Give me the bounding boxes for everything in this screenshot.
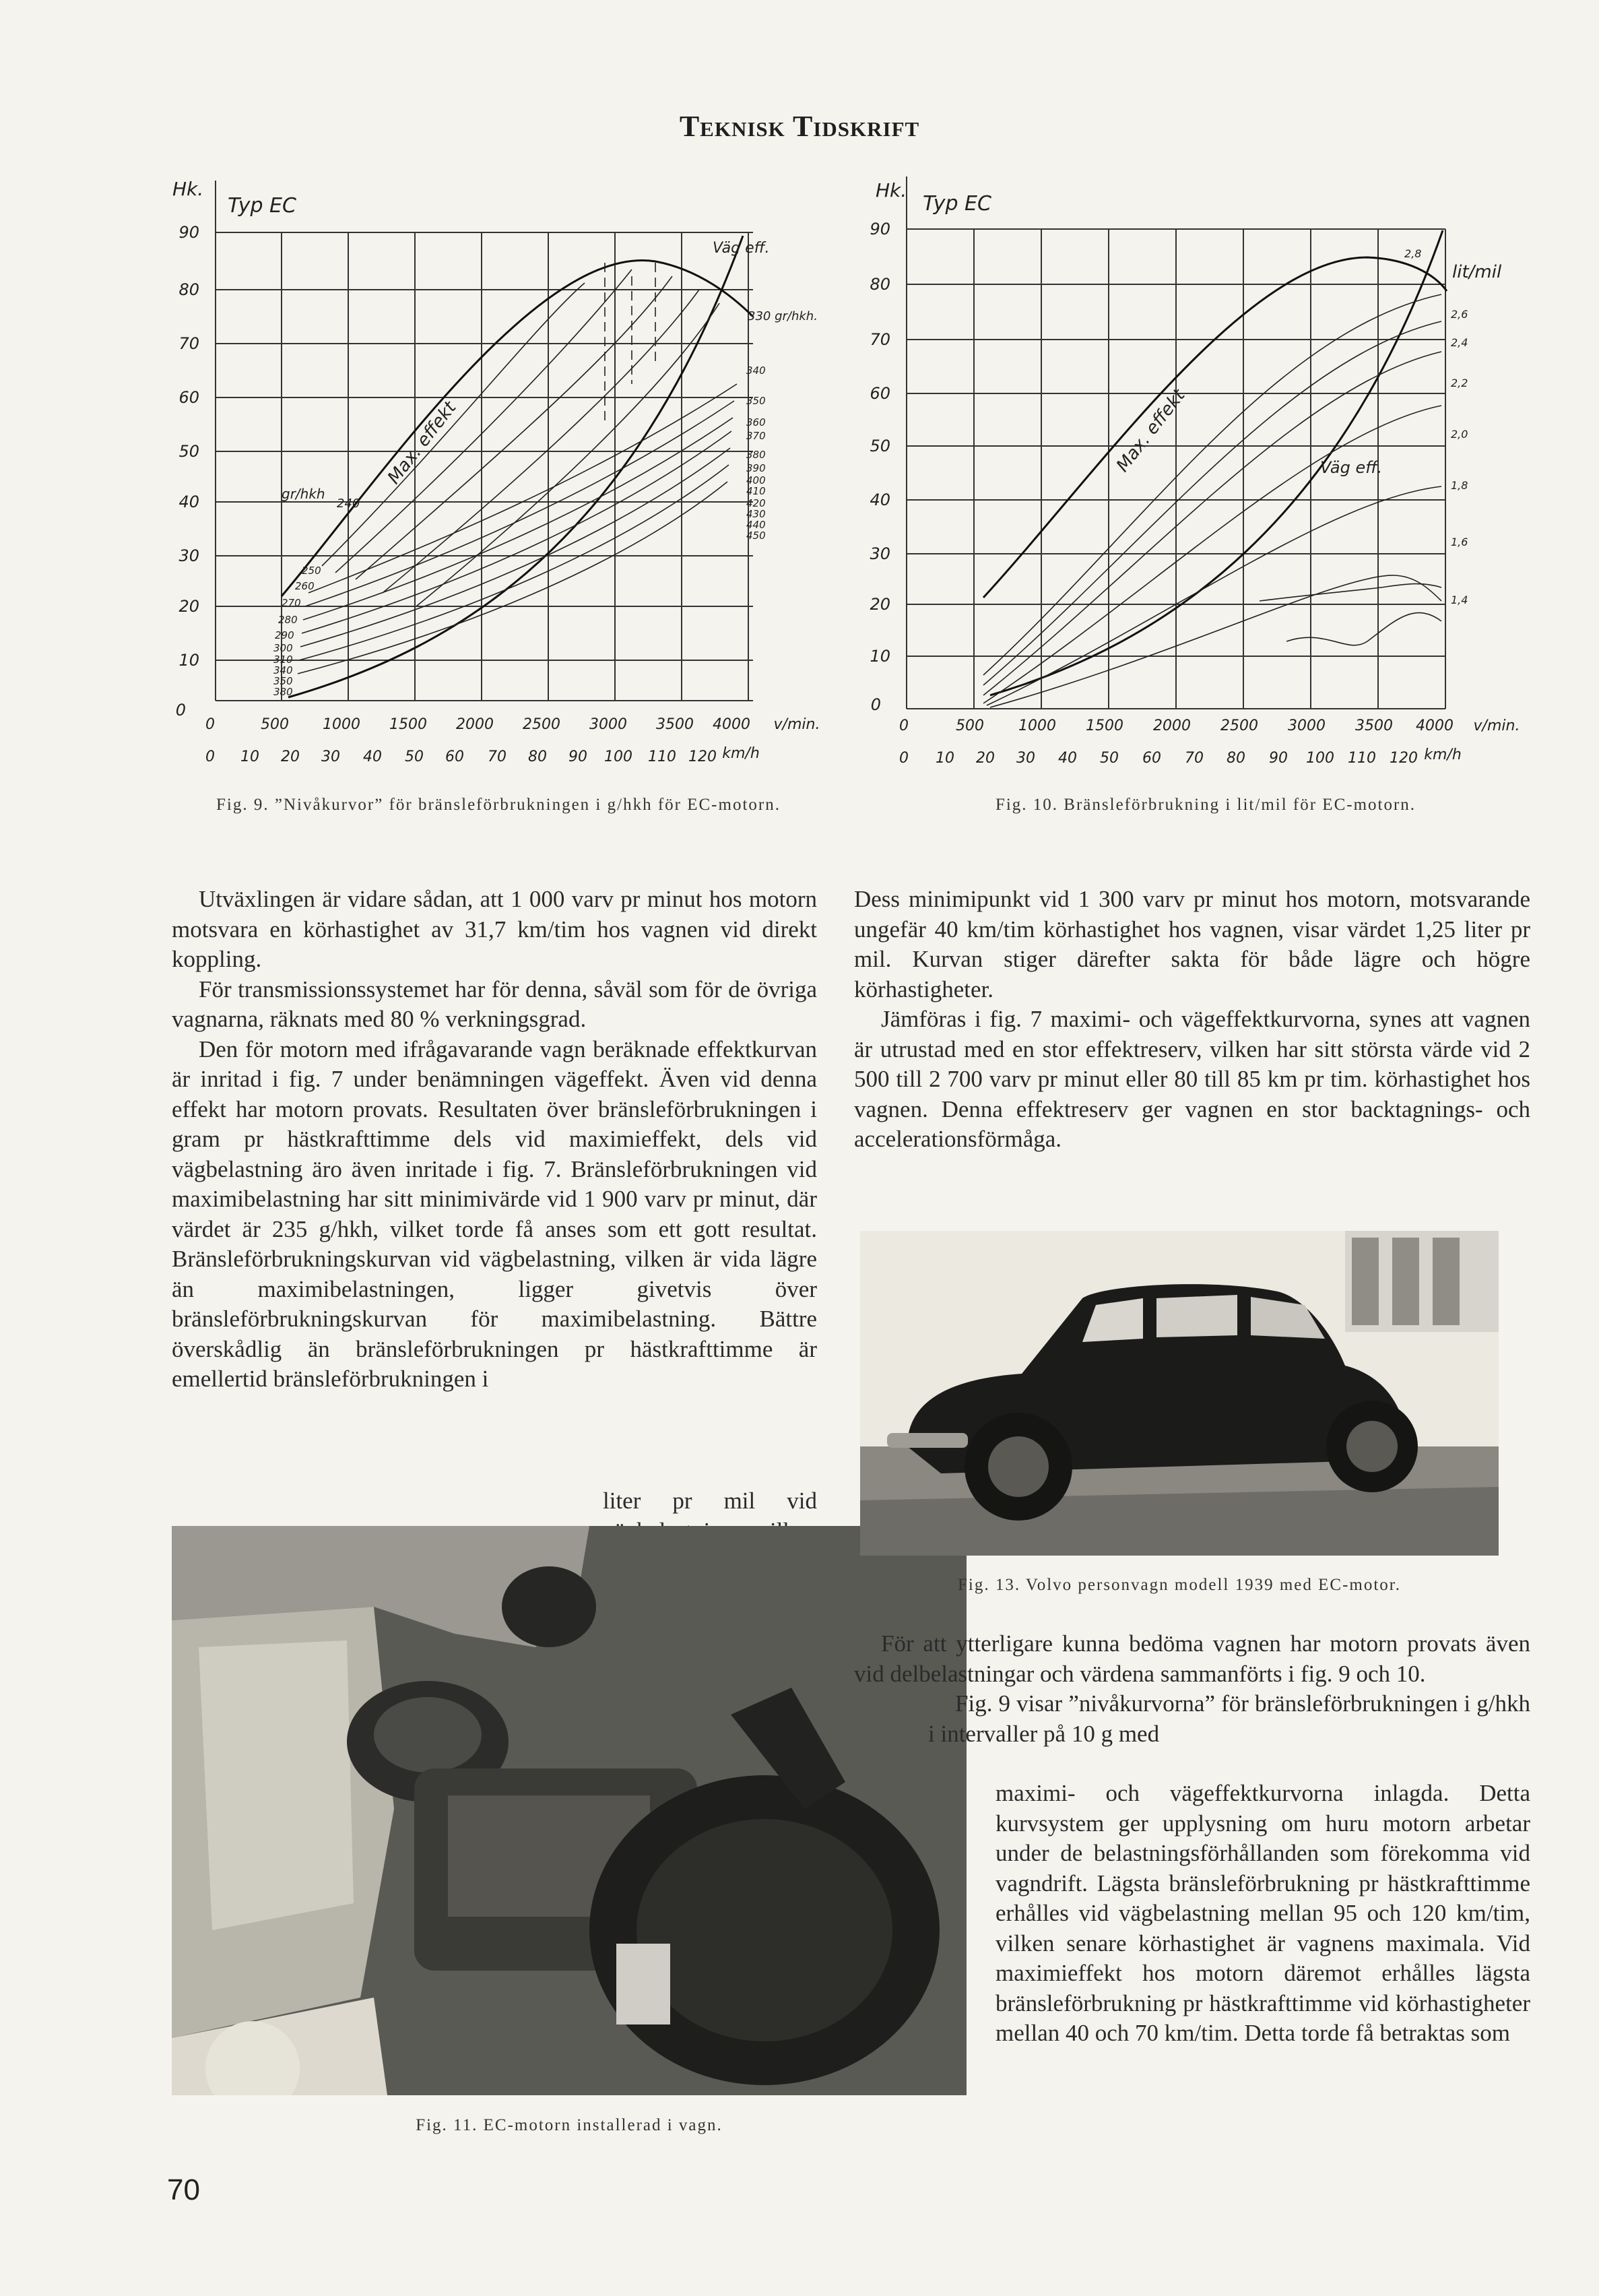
fig11-photo — [172, 1526, 967, 2095]
fig10-chart — [855, 156, 1563, 776]
fig10-kmh-ticks — [899, 746, 1462, 767]
left-paragraph: För transmissionssystemet har för denna, såväl som för de övriga vagnarna, räknats med 80 % verkningsgrad. — [172, 976, 817, 1032]
fig9-ytick: 0 — [175, 701, 186, 720]
fig10-ytick: 50 — [870, 437, 890, 455]
fig10-label-vag: Väg eff. — [1320, 458, 1383, 477]
fig9-level-label: 410 — [746, 485, 766, 497]
fig9-level-label: 350 — [746, 395, 766, 407]
fig9-kmh-tick: 80 — [528, 748, 547, 765]
fig10-kmh-tick: 50 — [1100, 750, 1119, 767]
fig9-rpm-tick: 1000 — [323, 716, 360, 733]
fig9-level-label: 420 — [746, 497, 766, 509]
fig9-type-label: Typ EC — [228, 194, 296, 218]
fig10-rpm-tick: 4000 — [1416, 718, 1454, 734]
fig11-caption: Fig. 11. EC-motorn installerad i vagn. — [416, 2116, 723, 2134]
fig13-caption: Fig. 13. Volvo personvagn modell 1939 med EC-motor. — [957, 1576, 1401, 1594]
running-header: Teknisk Tidskrift — [679, 110, 920, 143]
fig9-level-label: 260 — [295, 580, 315, 592]
fig9-label-330: 330 gr/hkh. — [748, 309, 818, 323]
fig10-kmh-tick: 110 — [1348, 750, 1376, 767]
fig9-rpm-tick: 0 — [205, 716, 215, 733]
fig10-kmh-tick: 40 — [1058, 750, 1077, 767]
fig10-level-label: 1,6 — [1451, 536, 1468, 548]
fig10-rpm-tick: 0 — [899, 718, 909, 734]
fig9-kmh-tick: 100 — [604, 748, 632, 765]
fig10-kmh-tick: 90 — [1269, 750, 1288, 767]
fig9-kmh-tick: 110 — [648, 748, 676, 765]
fig9-level-label: 290 — [275, 629, 294, 641]
fig10-kmh-tick: 60 — [1142, 750, 1161, 767]
fig10-ytick: 60 — [870, 384, 890, 403]
fig10-kmh-tick: 120 — [1390, 750, 1418, 767]
fig9-ytick: 40 — [178, 492, 199, 511]
fig9-ytick: 80 — [178, 280, 199, 299]
fig9-ytick: 60 — [178, 388, 199, 407]
left-paragraph: Utväxlingen är vidare sådan, att 1 000 varv pr minut hos motorn motsvara en körhastighet av 31,7 km/tim hos vagnen vid direkt koppling. — [172, 886, 817, 972]
fig9-level-label: 350 — [273, 675, 293, 687]
fig10-ytick: 30 — [870, 544, 890, 563]
right-paragraph: Dess minimipunkt vid 1 300 varv pr minut hos motorn, motsvarande ungefär 40 km/tim körhastighet hos vagnen, visar värdet 1,25 liter pr mil. Kurvan stiger därefter sakta för både lägre och högre körhastigheter. — [854, 886, 1530, 1002]
fig10-caption: Fig. 10. Bränsleförbrukning i lit/mil för EC-motorn. — [995, 796, 1416, 814]
fig9-ytick: 70 — [178, 334, 199, 353]
right-column-wrap: maximi- och vägeffektkurvorna inlagda. Detta kurvsystem ger upplysning om huru motorn arbetar under de belastningsförhållanden som förekomma vid vagndrift. Lägsta bränsleförbrukning pr hästkrafttimme erhålles vid vägbelastning mellan 95 och 120 km/tim, vilken senare körhastighet är vagnens maximala. Vid maximieffekt hos motorn däremot erhålles lägsta bränsleförbrukning pr hästkrafttimme vid körhastigheter mellan 40 och 70 km/tim. Detta torde få betraktas som — [996, 1780, 1530, 2046]
fig9-level-label: 270 — [282, 597, 301, 609]
fig9-kmh-tick: 90 — [568, 748, 587, 765]
fig9-kmh-unit: km/h — [722, 745, 760, 762]
left-column-wrap: liter pr mil vid — [603, 1488, 817, 1514]
fig10-kmh-unit: km/h — [1424, 746, 1462, 763]
fig9-rpm-tick: 2500 — [523, 716, 560, 733]
fig9-level-label: 430 — [746, 508, 766, 520]
fig10-y-ticks — [870, 220, 890, 714]
fig10-level-curves — [983, 294, 1441, 707]
fig9-level-label: 340 — [273, 664, 293, 676]
fig9-level-label: 250 — [302, 565, 321, 577]
fig10-ytick: 90 — [870, 220, 890, 238]
fig10-right-labels — [1404, 247, 1468, 606]
fig10-rpm-ticks — [899, 718, 1520, 734]
fig10-level-label: 2,0 — [1451, 428, 1468, 441]
fig10-label-max: Max. effekt — [1112, 385, 1189, 476]
fig9-label-240: 240 — [337, 497, 360, 511]
fig10-rpm-unit: v/min. — [1473, 718, 1520, 734]
fig9-chart — [160, 162, 834, 782]
fig10-rpm-tick: 1000 — [1018, 718, 1056, 734]
right-paragraph: För att ytterligare kunna bedöma vagnen har motorn provats även vid delbelastningar och värdena sammanförts i fig. 9 och 10. — [854, 1630, 1530, 1687]
fig10-level-label: 1,4 — [1451, 594, 1468, 606]
fig9-level-label: 380 — [746, 449, 766, 461]
fig9-level-label: 340 — [746, 364, 766, 377]
fig9-level-label: 380 — [273, 686, 293, 698]
fig9-level-label: 370 — [746, 430, 766, 442]
fig9-kmh-tick: 50 — [405, 748, 424, 765]
left-paragraph: Den för motorn med ifrågavarande vagn beräknade effektkurvan är inritad i fig. 7 under benämningen vägeffekt. Även vid denna effekt har motorn provats. Resultaten över bränsleförbrukningen i gram pr hästkrafttimme dels vid maximieffekt, dels vid vägbelastning äro även inritade i fig. 7. Bränsleförbrukningen vid maximibelastning har sitt minimivärde vid 1 900 varv pr minut, där värdet är 235 g/hkh, vilket torde få anses som ett gott resultat. Bränsleförbrukningskurvan vid vägbelastning, vilken är vida lägre än maximibelastningen, ligger givetvis över bränsleförbrukningskurvan för maximibelastning. Bättre överskådlig än bränsleförbrukningen pr hästkrafttimme är emellertid bränsleförbrukningen i — [172, 1035, 817, 1392]
fig9-kmh-tick: 20 — [281, 748, 300, 765]
fig10-ytick: 20 — [870, 595, 890, 614]
fig9-rpm-tick: 500 — [261, 716, 289, 733]
fig9-right-labels — [746, 364, 766, 542]
fig10-type-label: Typ EC — [923, 192, 991, 216]
fig10-kmh-tick: 70 — [1185, 750, 1204, 767]
fig9-y-unit: Hk. — [172, 178, 204, 200]
fig9-level-label: 400 — [746, 474, 766, 486]
fig9-level-label: 390 — [746, 462, 766, 474]
fig9-level-label: 300 — [273, 642, 293, 654]
fig9-kmh-tick: 40 — [363, 748, 382, 765]
page-number: 70 — [167, 2173, 200, 2206]
fig9-kmh-tick: 120 — [688, 748, 717, 765]
fig10-rpm-tick: 1500 — [1086, 718, 1123, 734]
fig10-level-label: 2,2 — [1451, 377, 1468, 389]
fig10-ytick: 80 — [870, 275, 890, 294]
fig9-kmh-tick: 30 — [321, 748, 340, 765]
fig9-level-label: 360 — [746, 416, 766, 428]
fig10-level-label: 2,8 — [1404, 247, 1422, 260]
fig9-y-ticks — [176, 223, 199, 720]
fig9-rpm-tick: 3000 — [589, 716, 627, 733]
fig10-rpm-tick: 2500 — [1220, 718, 1258, 734]
fig9-level-label: 310 — [273, 653, 293, 666]
fig10-kmh-tick: 100 — [1306, 750, 1334, 767]
fig10-kmh-tick: 10 — [936, 750, 954, 767]
fig9-rpm-ticks — [205, 716, 820, 733]
fig10-kmh-tick: 0 — [899, 750, 909, 767]
fig10-rpm-tick: 2000 — [1153, 718, 1191, 734]
fig9-rpm-tick: 4000 — [713, 716, 750, 733]
fig10-ytick: 70 — [870, 330, 890, 349]
fig9-kmh-tick: 70 — [488, 748, 507, 765]
fig10-grid — [907, 177, 1445, 709]
fig10-level-label: 1,8 — [1451, 479, 1468, 492]
fig13-photo — [860, 1231, 1499, 1556]
fig10-ytick: 0 — [870, 695, 881, 714]
fig9-level-label: 440 — [746, 519, 766, 531]
fig10-rpm-tick: 3500 — [1355, 718, 1393, 734]
fig10-level-label: 2,4 — [1451, 336, 1468, 349]
fig10-kmh-tick: 20 — [976, 750, 995, 767]
fig9-ytick: 10 — [178, 651, 199, 670]
fig9-kmh-tick: 10 — [240, 748, 259, 765]
fig10-ytick: 40 — [870, 490, 890, 509]
right-column — [854, 885, 1530, 1155]
fig9-kmh-ticks — [205, 745, 760, 765]
fig10-y-unit: Hk. — [876, 179, 907, 201]
fig9-kmh-tick: 0 — [205, 748, 215, 765]
fig9-caption: Fig. 9. ”Nivåkurvor” för bränsleförbrukningen i g/hkh för EC-motorn. — [216, 796, 781, 814]
fig9-left-labels — [273, 565, 321, 698]
fig9-rpm-tick: 1500 — [389, 716, 427, 733]
fig10-level-label: 2,6 — [1451, 308, 1468, 321]
fig10-unit-label: lit/mil — [1452, 262, 1502, 282]
fig9-label-vag: Väg eff. — [713, 240, 770, 257]
fig10-kmh-tick: 30 — [1016, 750, 1035, 767]
fig9-level-label: 280 — [278, 614, 298, 626]
right-column-lower — [854, 1629, 1530, 1749]
fig10-kmh-tick: 80 — [1227, 750, 1245, 767]
fig9-ytick: 20 — [178, 597, 199, 616]
fig9-label-max: Max. effekt — [383, 397, 461, 488]
fig9-rpm-tick: 3500 — [656, 716, 694, 733]
fig9-level-label: 450 — [746, 530, 766, 542]
fig9-rpm-tick: 2000 — [456, 716, 494, 733]
fig10-rpm-tick: 500 — [956, 718, 984, 734]
fig10-ytick: 10 — [870, 647, 890, 666]
fig9-rpm-unit: v/min. — [773, 716, 820, 733]
fig9-ytick: 30 — [178, 546, 199, 565]
left-column — [172, 885, 817, 1395]
right-paragraph: Fig. 9 visar ”nivåkurvorna” för bränsleförbrukningen i g/hkh i intervaller på 10 g med — [928, 1690, 1530, 1747]
fig9-ytick: 90 — [178, 223, 199, 242]
fig9-ytick: 50 — [178, 442, 199, 461]
right-paragraph: Jämföras i fig. 7 maximi- och vägeffektkurvorna, synes att vagnen är utrustad med en stor effektreserv, vilken har sitt största värde vid 2 500 till 2 700 varv pr minut eller 80 till 85 km pr tim. körhastighet hos vagnen. Denna effektreserv ger vagnen en stor backtagnings- och accelerationsförmåga. — [854, 1006, 1530, 1152]
fig9-kmh-tick: 60 — [445, 748, 464, 765]
fig9-label-gkh: gr/hkh — [282, 486, 325, 502]
fig10-rpm-tick: 3000 — [1288, 718, 1326, 734]
